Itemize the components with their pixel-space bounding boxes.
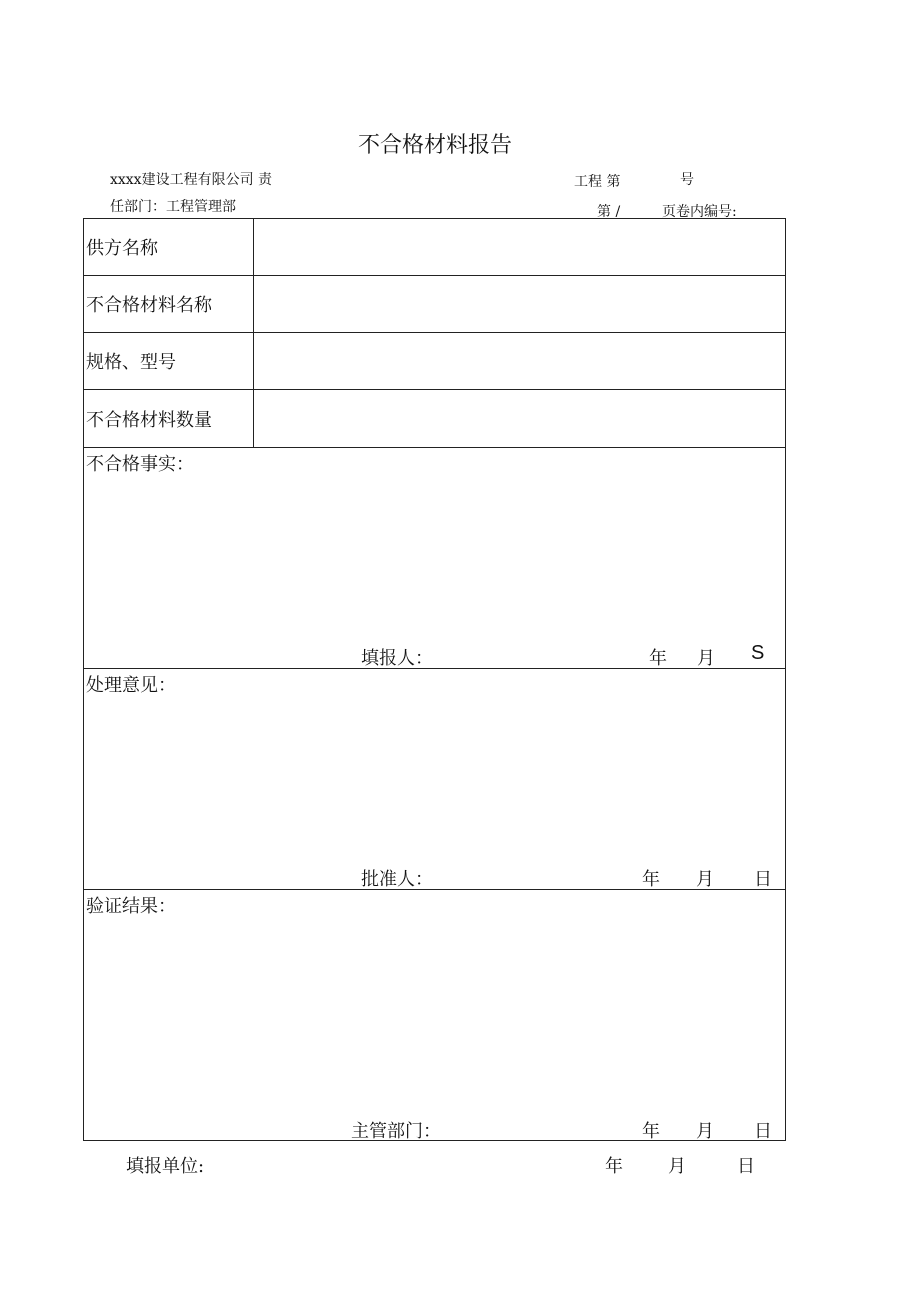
day-label: S: [751, 642, 765, 664]
material-quantity-field[interactable]: [254, 390, 785, 447]
header-number-label: 号: [680, 172, 694, 188]
header-volume-no: 页卷内编号:: [662, 204, 737, 220]
month-label: 月: [696, 1121, 714, 1142]
section-label: 不合格事实：: [86, 454, 194, 475]
year-label: 年: [642, 869, 660, 890]
section-label: 验证结果：: [86, 896, 176, 917]
supplier-name-field[interactable]: [254, 219, 785, 275]
spec-model-label: 规格、型号: [84, 333, 254, 389]
month-label: 月: [696, 869, 714, 890]
nonconformity-facts-section[interactable]: [84, 448, 785, 669]
reporting-unit-label: 填报单位:: [126, 1156, 205, 1177]
header-company: xxxx建设工程有限公司 责: [110, 172, 273, 188]
page-title: 不合格材料报告: [357, 133, 512, 158]
material-name-label: 不合格材料名称: [84, 276, 254, 332]
year-label: 年: [649, 648, 667, 669]
approver-label: 批准人：: [361, 869, 433, 890]
spec-model-field[interactable]: [254, 333, 785, 389]
header-project-no: 工程 第: [574, 174, 621, 190]
material-name-field[interactable]: [254, 276, 785, 332]
footer-month-label: 月: [668, 1156, 686, 1177]
reporter-label: 填报人：: [361, 648, 433, 669]
month-label: 月: [697, 648, 715, 669]
section-label: 处理意见：: [86, 675, 176, 696]
supplier-name-label: 供方名称: [84, 219, 254, 275]
report-table: [83, 218, 786, 1141]
day-label: 日: [754, 1121, 772, 1142]
table-row: [84, 333, 785, 390]
header-page: 第 /: [597, 204, 621, 220]
year-label: 年: [642, 1121, 660, 1142]
footer-year-label: 年: [605, 1156, 623, 1177]
table-row: [84, 390, 785, 448]
handling-opinion-section[interactable]: [84, 669, 785, 890]
table-row: [84, 219, 785, 276]
header-department: 任部门：工程管理部: [110, 199, 236, 215]
footer-day-label: 日: [737, 1156, 755, 1177]
table-row: [84, 276, 785, 333]
department-in-charge-label: 主管部门：: [351, 1121, 441, 1142]
verification-result-section[interactable]: [84, 890, 785, 1142]
material-quantity-label: 不合格材料数量: [84, 390, 254, 447]
day-label: 日: [754, 869, 772, 890]
